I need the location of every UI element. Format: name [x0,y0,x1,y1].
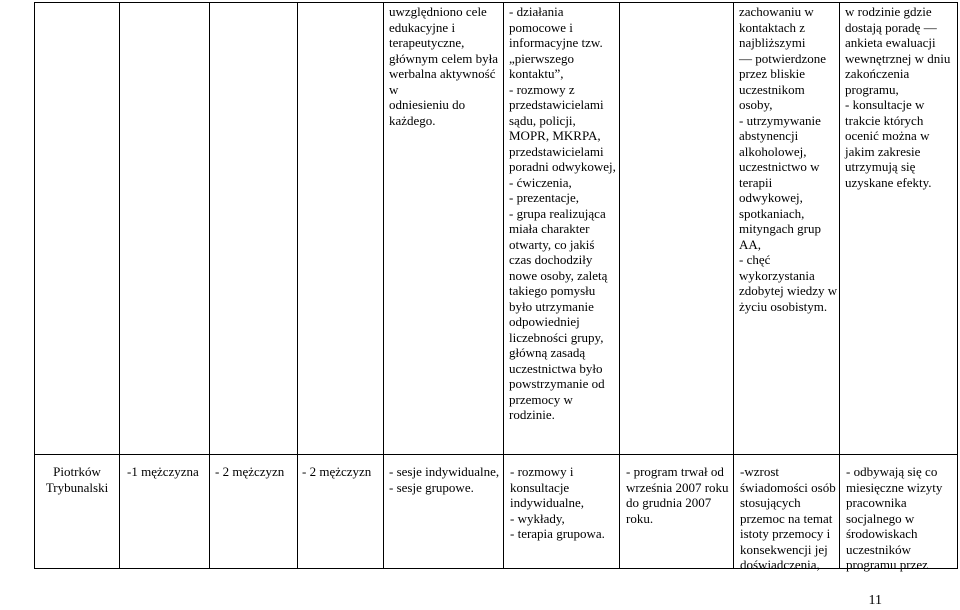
table-col-line [733,2,734,568]
cell-goals: uwzględniono cele edukacyjne i terapeutyczne, głównym celem była werbalna aktywność w odniesieniu do każdego. [389,4,499,128]
cell-effects: zachowaniu w kontaktach z najbliższymi — potwierdzone przez bliskie uczestnikom osoby, - utrzymywanie abstynencji alkoholowej, uczestnictwo w terapii odwykowej, spotkaniach, mityngach grup AA, - chęć wykorzystania zdobytej wiedzy w życiu osobistym. [739,4,838,314]
cell-methods-bottom: - rozmowy i konsultacje indywidualne, - wykłady, - terapia grupowa. [510,464,605,541]
table-col-line [503,2,504,568]
cell-forms: - sesje indywidualne, - sesje grupowe. [389,464,500,495]
table-col-line [957,2,958,568]
table-col-line [119,2,120,568]
table-col-line [383,2,384,568]
cell-participants-2: - 2 mężczyzn [215,464,285,479]
cell-methods: - działania pomocowe i informacyjne tzw. „pierwszego kontaktu”, - rozmowy z przedstawicielami sądu, policji, MOPR, MKRPA, przedstawicielami poradni odwykowej, - ćwiczenia, - prezentacje, - grupa realizująca miała charakter otwarty, co jakiś czas dochodziły nowe osoby, zaletą takiego pomysłu było utrzymanie odpowiedniej liczebności grupy, główną zasadą uczestnictwa było powstrzymanie od przemocy w rodzinie. [509,4,616,422]
cell-participants-3: - 2 mężczyzn [302,464,372,479]
cell-effects-bottom: -wzrost świadomości osób stosujących przemoc na temat istoty przemocy i konsekwencji jej doświadczenia, [740,464,836,572]
cell-schedule-bottom: - program trwał od września 2007 roku do grudnia 2007 roku. [626,464,729,526]
table-col-line [839,2,840,568]
cell-evaluation-bottom: - odbywają się co miesięczne wizyty pracownika socjalnego w środowiskach uczestników programu przez [846,464,943,572]
cell-evaluation: w rodzinie gdzie dostają poradę — ankieta ewaluacji wewnętrznej w dniu zakończenia programu, - konsultacje w trakcie których ocenić można w jakim zakresie utrzymują się uzyskane efekty. [845,4,951,190]
table-col-line [297,2,298,568]
cell-participants-1: -1 mężczyzna [127,464,199,479]
page-number: 11 [868,593,882,608]
table-row-divider [34,454,958,455]
table-col-line [619,2,620,568]
table-col-line [209,2,210,568]
table-top-border [34,2,958,3]
cell-location: Piotrków Trybunalski [45,464,109,495]
